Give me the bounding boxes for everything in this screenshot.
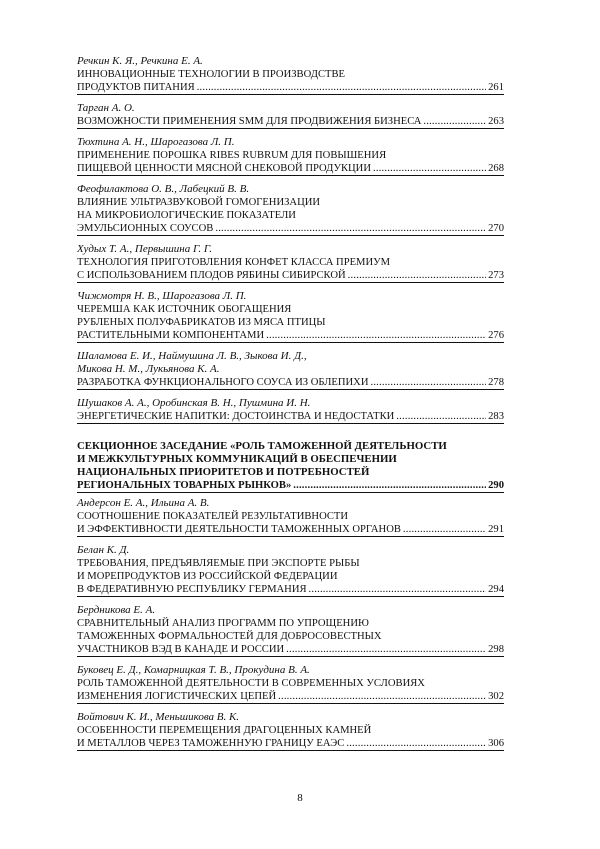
entry-title-last-line [77, 737, 504, 751]
entry-authors: Андерсон Е. А., Ильина А. В. [77, 497, 210, 509]
entry-title-text: ЭМУЛЬСИОННЫХ СОУСОВ [77, 223, 214, 234]
entry-authors: Шаламова Е. И., Наймушина Л. В., Зыкова И. Д., [77, 350, 307, 362]
entry-title-line: ЧЕРЕМША КАК ИСТОЧНИК ОБОГАЩЕНИЯ [77, 304, 292, 315]
entry-page-number: 302 [488, 691, 504, 702]
entry-title-line: ПРИМЕНЕНИЕ ПОРОШКА RIBES RUBRUM ДЛЯ ПОВЫШЕНИЯ [77, 150, 387, 161]
entry-title-last-line [77, 81, 504, 95]
entry-title-line: ТЕХНОЛОГИЯ ПРИГОТОВЛЕНИЯ КОНФЕТ КЛАССА ПРЕМИУМ [77, 257, 391, 268]
entry-page-number: 270 [488, 223, 504, 234]
entry-title-last-line [77, 115, 504, 129]
entry-authors: Худых Т. А., Первышина Г. Г. [77, 243, 213, 255]
entry-page-number: 294 [488, 584, 504, 595]
toc-entry [77, 183, 504, 236]
entry-title-last-line [77, 329, 504, 343]
entry-title-text: УЧАСТНИКОВ ВЭД В КАНАДЕ И РОССИИ [77, 644, 285, 655]
entry-title-text: В ФЕДЕРАТИВНУЮ РЕСПУБЛИКУ ГЕРМАНИЯ [77, 584, 307, 595]
entry-title-last-line [77, 410, 504, 424]
section-title-text: РЕГИОНАЛЬНЫХ ТОВАРНЫХ РЫНКОВ» [77, 480, 292, 491]
toc-entry [77, 664, 504, 704]
entry-title-line: ТАМОЖЕННЫХ ФОРМАЛЬНОСТЕЙ ДЛЯ ДОБРОСОВЕСТНЫХ [77, 631, 382, 642]
entry-authors: Тарган А. О. [77, 102, 135, 114]
section-heading [77, 440, 504, 493]
toc-entry [77, 102, 504, 129]
toc-entry [77, 290, 504, 343]
toc-entry [77, 397, 504, 424]
toc-entry [77, 604, 504, 657]
entry-authors: Белан К. Д. [77, 544, 130, 556]
dot-leader [403, 523, 486, 536]
section-title-line: И МЕЖКУЛЬТУРНЫХ КОММУНИКАЦИЙ В ОБЕСПЕЧЕНИИ [77, 453, 397, 465]
entry-title-line: И МОРЕПРОДУКТОВ ИЗ РОССИЙСКОЙ ФЕДЕРАЦИИ [77, 571, 338, 582]
entry-page-number: 268 [488, 163, 504, 174]
section-page-number: 290 [488, 480, 504, 491]
entry-title-text: ПИЩЕВОЙ ЦЕННОСТИ МЯСНОЙ СНЕКОВОЙ ПРОДУКЦИИ [77, 163, 371, 174]
entry-page-number: 291 [488, 524, 504, 535]
dot-leader [348, 269, 486, 282]
entry-title-line: ОСОБЕННОСТИ ПЕРЕМЕЩЕНИЯ ДРАГОЦЕННЫХ КАМНЕЙ [77, 725, 372, 736]
entry-title-line: ИННОВАЦИОННЫЕ ТЕХНОЛОГИИ В ПРОИЗВОДСТВЕ [77, 69, 346, 80]
dot-leader [346, 737, 486, 750]
entry-title-text: С ИСПОЛЬЗОВАНИЕМ ПЛОДОВ РЯБИНЫ СИБИРСКОЙ [77, 270, 346, 281]
entry-authors: Буковец Е. Д., Комарницкая Т. В., Прокудина В. А. [77, 664, 310, 676]
dot-leader [370, 376, 486, 389]
toc-entry [77, 136, 504, 176]
dot-leader [266, 329, 486, 342]
entry-authors: Чижмотря Н. В., Шарогазова Л. П. [77, 290, 247, 302]
entry-page-number: 283 [488, 411, 504, 422]
entry-title-last-line [77, 583, 504, 597]
entry-title-text: ЭНЕРГЕТИЧЕСКИЕ НАПИТКИ: ДОСТОИНСТВА И НЕДОСТАТКИ [77, 411, 395, 422]
entry-title-text: ИЗМЕНЕНИЯ ЛОГИСТИЧЕСКИХ ЦЕПЕЙ [77, 691, 277, 702]
section-title-line: НАЦИОНАЛЬНЫХ ПРИОРИТЕТОВ И ПОТРЕБНОСТЕЙ [77, 466, 370, 478]
dot-leader [293, 479, 486, 492]
entry-page-number: 298 [488, 644, 504, 655]
dot-leader [215, 222, 486, 235]
entry-page-number: 273 [488, 270, 504, 281]
entry-title-text: И ЭФФЕКТИВНОСТИ ДЕЯТЕЛЬНОСТИ ТАМОЖЕННЫХ ОРГАНОВ [77, 524, 401, 535]
table-of-contents [77, 55, 504, 758]
entry-title-text: РАСТИТЕЛЬНЫМИ КОМПОНЕНТАМИ [77, 330, 265, 341]
dot-leader [373, 162, 486, 175]
dot-leader [278, 690, 486, 703]
dot-leader [197, 81, 486, 94]
entry-title-last-line [77, 222, 504, 236]
entry-authors: Тюхтина А. Н., Шарогазова Л. П. [77, 136, 235, 148]
entry-title-line: НА МИКРОБИОЛОГИЧЕСКИЕ ПОКАЗАТЕЛИ [77, 210, 296, 221]
page-number: 8 [297, 792, 303, 804]
entry-title-line: СРАВНИТЕЛЬНЫЙ АНАЛИЗ ПРОГРАММ ПО УПРОЩЕНИЮ [77, 618, 369, 629]
entry-page-number: 278 [488, 377, 504, 388]
dot-leader [309, 583, 487, 596]
entry-title-text: ВОЗМОЖНОСТИ ПРИМЕНЕНИЯ SMM ДЛЯ ПРОДВИЖЕНИЯ БИЗНЕСА [77, 116, 422, 127]
section-title-last-line [77, 479, 504, 493]
entry-title-last-line [77, 643, 504, 657]
entry-title-text: ПРОДУКТОВ ПИТАНИЯ [77, 82, 195, 93]
entry-authors: Речкин К. Я., Речкина Е. А. [77, 55, 203, 67]
entry-page-number: 261 [488, 82, 504, 93]
dot-leader [286, 643, 486, 656]
toc-entry [77, 243, 504, 283]
toc-entry [77, 55, 504, 95]
toc-group [77, 497, 504, 751]
entry-authors: Войтович К. И., Меньшикова В. К. [77, 711, 240, 723]
entry-title-line: РОЛЬ ТАМОЖЕННОЙ ДЕЯТЕЛЬНОСТИ В СОВРЕМЕННЫХ УСЛОВИЯХ [77, 678, 425, 689]
entry-authors: Феофилактова О. В., Лабецкий В. В. [77, 183, 250, 195]
toc-entry [77, 350, 504, 390]
toc-entry [77, 711, 504, 751]
entry-title-line: СООТНОШЕНИЕ ПОКАЗАТЕЛЕЙ РЕЗУЛЬТАТИВНОСТИ [77, 511, 349, 522]
toc-group [77, 55, 504, 424]
entry-page-number: 306 [488, 738, 504, 749]
entry-title-text: РАЗРАБОТКА ФУНКЦИОНАЛЬНОГО СОУСА ИЗ ОБЛЕПИХИ [77, 377, 369, 388]
entry-authors: Микова Н. М., Лукьянова К. А. [77, 363, 220, 375]
entry-title-line: ВЛИЯНИЕ УЛЬТРАЗВУКОВОЙ ГОМОГЕНИЗАЦИИ [77, 197, 321, 208]
entry-title-last-line [77, 376, 504, 390]
dot-leader [423, 115, 486, 128]
toc-entry [77, 497, 504, 537]
entry-page-number: 276 [488, 330, 504, 341]
entry-title-last-line [77, 690, 504, 704]
entry-title-last-line [77, 162, 504, 176]
toc-entry [77, 544, 504, 597]
entry-authors: Шушаков А. А., Оробинская В. Н., Пушмина И. Н. [77, 397, 311, 409]
entry-page-number: 263 [488, 116, 504, 127]
entry-title-last-line [77, 523, 504, 537]
entry-title-text: И МЕТАЛЛОВ ЧЕРЕЗ ТАМОЖЕННУЮ ГРАНИЦУ ЕАЭС [77, 738, 345, 749]
entry-authors: Бердникова Е. А. [77, 604, 156, 616]
dot-leader [396, 410, 486, 423]
section-title-line: СЕКЦИОННОЕ ЗАСЕДАНИЕ «РОЛЬ ТАМОЖЕННОЙ ДЕЯТЕЛЬНОСТИ [77, 440, 447, 452]
entry-title-line: РУБЛЕНЫХ ПОЛУФАБРИКАТОВ ИЗ МЯСА ПТИЦЫ [77, 317, 326, 328]
entry-title-line: ТРЕБОВАНИЯ, ПРЕДЪЯВЛЯЕМЫЕ ПРИ ЭКСПОРТЕ РЫБЫ [77, 558, 360, 569]
entry-title-last-line [77, 269, 504, 283]
